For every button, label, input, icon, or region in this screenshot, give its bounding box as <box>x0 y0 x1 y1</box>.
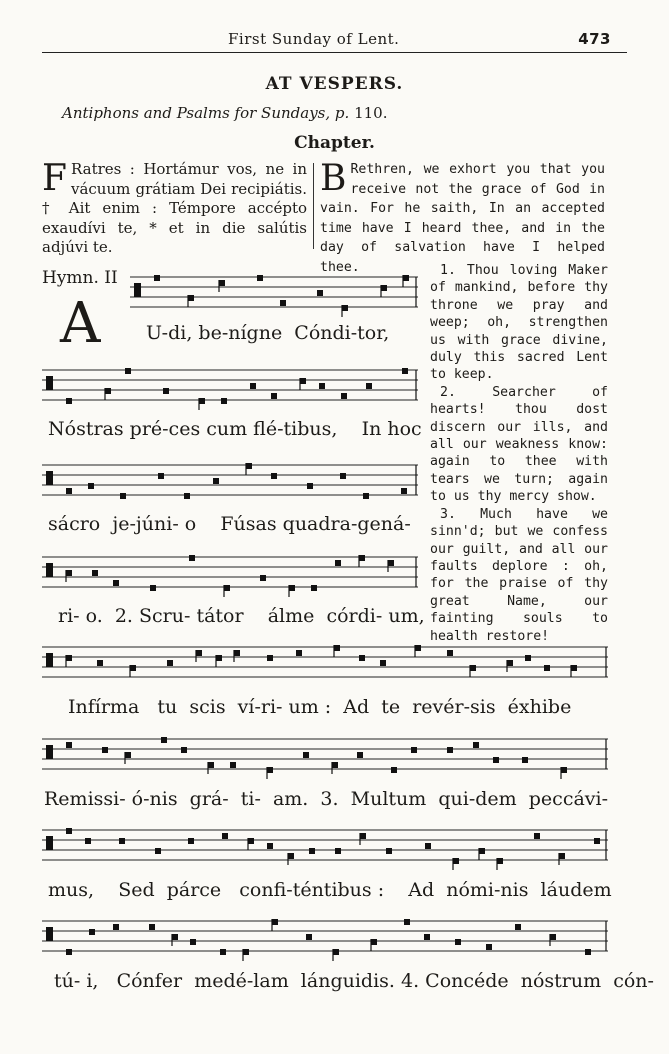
neume <box>335 560 341 566</box>
neume <box>544 665 550 671</box>
page-number: 473 <box>578 30 611 48</box>
neume <box>424 934 430 940</box>
clef-mark <box>46 563 53 577</box>
neume <box>89 929 95 935</box>
neume <box>497 858 503 864</box>
neume <box>391 767 397 773</box>
neume <box>125 368 131 374</box>
hymn-label: Hymn. II <box>42 268 118 288</box>
neume <box>184 493 190 499</box>
neume <box>125 752 131 758</box>
header-rule <box>42 52 627 53</box>
neume <box>66 570 72 576</box>
clef-mark <box>46 471 53 485</box>
neume <box>119 838 125 844</box>
section-title: AT VESPERS. <box>265 74 404 94</box>
neume <box>163 388 169 394</box>
chant-staff <box>42 461 418 505</box>
neume <box>92 570 98 576</box>
neume <box>213 478 219 484</box>
neume <box>66 398 72 404</box>
clef-mark <box>46 376 53 390</box>
neume <box>403 275 409 281</box>
neume <box>85 838 91 844</box>
neume <box>340 473 346 479</box>
neume <box>307 483 313 489</box>
neume <box>216 655 222 661</box>
neume <box>267 843 273 849</box>
hymn-initial: A <box>60 291 101 356</box>
neume <box>208 762 214 768</box>
neume <box>300 378 306 384</box>
neume <box>66 828 72 834</box>
neume <box>515 924 521 930</box>
neume <box>196 650 202 656</box>
clef-mark <box>46 653 53 667</box>
translation-stanza-2: 2. Searcher of hearts! thou dost discern our ills, and all our weakness know: again to thee with tears we turn; again to us thy mercy show. <box>430 384 608 505</box>
neume <box>388 560 394 566</box>
clef-mark <box>46 927 53 941</box>
neume <box>199 398 205 404</box>
neume <box>335 848 341 854</box>
lyric-line-5: Infírma tu scis ví-ri- um : Ad te revér-sis éxhibe <box>68 696 572 718</box>
neume <box>188 838 194 844</box>
neume <box>594 838 600 844</box>
neume <box>66 949 72 955</box>
chapter-english-dropcap: B <box>320 158 347 199</box>
neume <box>380 660 386 666</box>
neume <box>154 275 160 281</box>
neume <box>486 944 492 950</box>
neume <box>260 575 266 581</box>
chant-staff <box>42 735 608 779</box>
neume <box>243 949 249 955</box>
neume <box>404 919 410 925</box>
neume <box>188 295 194 301</box>
neume <box>447 747 453 753</box>
chant-staff <box>42 366 418 410</box>
antiphons-note <box>62 104 387 122</box>
neume <box>317 290 323 296</box>
neume <box>181 747 187 753</box>
neume <box>311 585 317 591</box>
neume <box>189 555 195 561</box>
hymn-translation <box>430 262 608 645</box>
lyric-line-4: ri- o. 2. Scru- tátor álme córdi- um, <box>58 605 425 627</box>
neume <box>130 665 136 671</box>
neume <box>272 919 278 925</box>
neume <box>561 767 567 773</box>
neume <box>190 939 196 945</box>
chapter-latin <box>42 160 307 258</box>
chapter-latin-dropcap: F <box>42 158 67 199</box>
neume <box>149 924 155 930</box>
neume <box>113 924 119 930</box>
neume <box>161 737 167 743</box>
neume <box>363 493 369 499</box>
neume <box>359 655 365 661</box>
neume <box>334 645 340 651</box>
neume <box>366 383 372 389</box>
neume <box>88 483 94 489</box>
neume <box>559 853 565 859</box>
neume <box>360 833 366 839</box>
neume <box>267 767 273 773</box>
neume <box>534 833 540 839</box>
neume <box>221 398 227 404</box>
neume <box>246 463 252 469</box>
neume <box>585 949 591 955</box>
neume <box>234 650 240 656</box>
neume <box>550 934 556 940</box>
neume <box>470 665 476 671</box>
neume <box>289 585 295 591</box>
chapter-latin-text: Ratres : Hortámur vos, ne in vácuum grátiam Dei recipiátis. † Ait enim : Témpore accépto exaudívi te, * et in die salútis adjúvi te. <box>42 160 307 256</box>
neume <box>402 368 408 374</box>
neume <box>415 645 421 651</box>
chant-staff <box>42 643 608 687</box>
neume <box>342 305 348 311</box>
neume <box>341 393 347 399</box>
neume <box>303 752 309 758</box>
neume <box>332 762 338 768</box>
neume <box>319 383 325 389</box>
lyric-line-1: U-di, be-nígne Cóndi-tor, <box>146 322 390 344</box>
neume <box>473 742 479 748</box>
neume <box>507 660 513 666</box>
neume <box>267 655 273 661</box>
neume <box>425 843 431 849</box>
neume <box>271 393 277 399</box>
neume <box>571 665 577 671</box>
chapter-english <box>320 160 605 277</box>
neume <box>411 747 417 753</box>
neume <box>248 838 254 844</box>
neume <box>357 752 363 758</box>
clef-mark <box>46 745 53 759</box>
running-header-title: First Sunday of Lent. <box>228 30 400 48</box>
neume <box>167 660 173 666</box>
neume <box>493 757 499 763</box>
neume <box>447 650 453 656</box>
neume <box>371 939 377 945</box>
neume <box>150 585 156 591</box>
neume <box>219 280 225 286</box>
neume <box>113 580 119 586</box>
lyric-line-6: Remissi- ó-nis grá- ti- am. 3. Multum qui-dem peccávi- <box>44 788 609 810</box>
neume <box>525 655 531 661</box>
neume <box>224 585 230 591</box>
neume <box>386 848 392 854</box>
neume <box>230 762 236 768</box>
neume <box>66 655 72 661</box>
chant-staff <box>42 826 608 870</box>
neume <box>158 473 164 479</box>
neume <box>155 848 161 854</box>
translation-stanza-3: 3. Much have we sinn'd; but we confess our guilt, and all our faults deplore : oh, for the praise of thy great Name, our fainting souls to health restore! <box>430 506 608 644</box>
column-divider <box>313 163 314 249</box>
translation-stanza-1: 1. Thou loving Maker of mankind, before thy throne we pray and weep; oh, strengthen us with grace divine, duly this sacred Lent to keep. <box>430 263 608 383</box>
lyric-line-7: mus, Sed párce confi-téntibus : Ad nómi-nis láudem <box>48 879 612 901</box>
neume <box>66 488 72 494</box>
neume <box>296 650 302 656</box>
chant-staff <box>130 273 418 317</box>
neume <box>105 388 111 394</box>
lyric-line-8: tú- i, Cónfer medé-lam lánguidis. 4. Concéde nóstrum cón- <box>54 970 654 992</box>
neume <box>120 493 126 499</box>
clef-mark <box>134 283 141 297</box>
neume <box>479 848 485 854</box>
chapter-english-text: Rethren, we exhort you that you receive not the grace of God in vain. For he saith, In an accepted time have I heard thee, and in the day of salvation have I helped thee. <box>320 162 605 275</box>
antiphons-page-number: 110. <box>354 104 388 122</box>
neume <box>271 473 277 479</box>
neume <box>250 383 256 389</box>
neume <box>453 858 459 864</box>
neume <box>288 853 294 859</box>
neume <box>359 555 365 561</box>
neume <box>381 285 387 291</box>
neume <box>522 757 528 763</box>
clef-mark <box>46 836 53 850</box>
lyric-line-3: sácro je-júni- o Fúsas quadra-gená- <box>48 513 411 535</box>
neume <box>257 275 263 281</box>
neume <box>97 660 103 666</box>
neume <box>280 300 286 306</box>
neume <box>222 833 228 839</box>
neume <box>333 949 339 955</box>
neume <box>309 848 315 854</box>
antiphons-note-text: Antiphons and Psalms for Sundays, <box>62 104 331 122</box>
lyric-line-2: Nóstras pré-ces cum flé-tibus, In hoc <box>48 418 422 440</box>
neume <box>306 934 312 940</box>
neume <box>66 742 72 748</box>
neume <box>172 934 178 940</box>
neume <box>455 939 461 945</box>
neume <box>401 488 407 494</box>
neume <box>220 949 226 955</box>
antiphons-page-abbrev: p. <box>334 104 350 122</box>
neume <box>102 747 108 753</box>
chapter-title: Chapter. <box>294 133 375 153</box>
chant-staff <box>42 917 608 961</box>
chant-staff <box>42 553 418 597</box>
